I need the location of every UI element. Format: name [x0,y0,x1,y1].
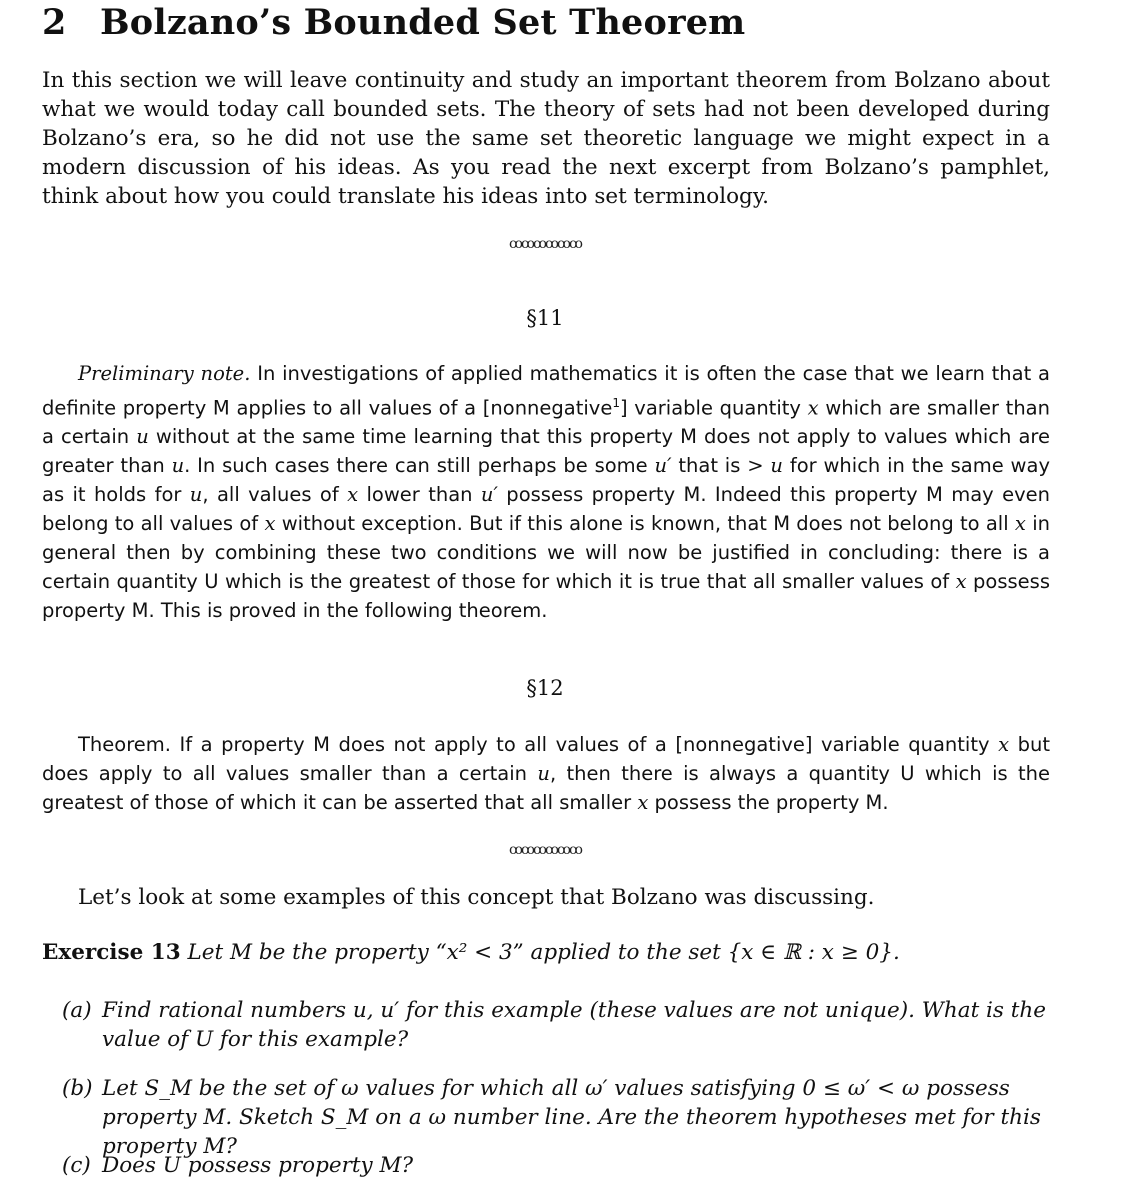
exercise-label: Exercise 13 [42,940,181,965]
section-heading [42,2,745,43]
excerpt-theorem: Theorem. If a property M does not apply to all values of a [nonnegative] variable quantity x but does apply to all values smaller than a certain u, then there is always a quantity U which is the greatest of those of which it can be asserted that all smaller x possess the property M. [42,733,1050,814]
exercise-13 [42,940,900,965]
intro-paragraph: In this section we will leave continuity and study an important theorem from Bolzano about what we would today call bounded sets. The theory of sets had not been developed during Bolzano’s era, so he did not use the same set theoretic language we might expect in a modern discussion of his ideas. As you read the next excerpt from Bolzano’s pamphlet, think about how you could translate his ideas into set terminology. [42,68,1050,209]
exercise-statement: Let M be the property “x² < 3” applied to the set {x ∈ ℝ : x ≥ 0}. [187,940,900,965]
excerpt-preliminary-note: Preliminary note. In investigations of applied mathematics it is often the case that we learn that a definite property M applies to all values of a [nonnegative$^1$] variable quantity x which are smaller than a certain u without at the same time learning that this property M does not apply to values which are greater than u. In such cases there can still perhaps be some u′ that is > u for which in the same way as it holds for u, all values of x lower than u′ possess property M. Indeed this property M may even belong to all values of x without exception. But if this alone is known, that M does not belong to all x in general then by combining these two conditions we will now be justified in concluding: there is a certain quantity U which is the greatest of those for which it is true that all smaller values of x possess property M. This is proved in the following theorem. [42,362,1050,622]
ornament-divider-bottom: ꝏꝏꝏꝏꝏꝏ [509,842,581,858]
footnote-marker: 1 [612,395,620,410]
part-label: (c) [62,1153,91,1178]
part-text: Does U possess property M? [102,1153,414,1178]
part-text: Let S_M be the set of ω values for which all ω′ values satisfying 0 ≤ ω′ < ω possess property M. Sketch S_M on a ω number line. Are the theorem hypotheses met for this property M? [102,1076,1041,1159]
examples-lead-in: Let’s look at some examples of this concept that Bolzano was discussing. [78,885,875,910]
exercise-part-c [62,1151,1052,1180]
part-text: Find rational numbers u, u′ for this example (these values are not unique). What is the value of U for this example? [102,998,1046,1052]
exercise-part-b [62,1074,1052,1161]
section-mark-12: §12 [526,676,564,700]
part-label: (b) [62,1076,93,1101]
section-mark-11: §11 [526,306,564,330]
preliminary-note-label: Preliminary note. [78,362,251,385]
part-label: (a) [62,998,92,1023]
exercise-part-a [62,996,1052,1054]
section-title: Bolzano’s Bounded Set Theorem [100,2,746,43]
section-number: 2 [42,2,67,43]
ornament-divider-top: ꝏꝏꝏꝏꝏꝏ [509,236,581,252]
